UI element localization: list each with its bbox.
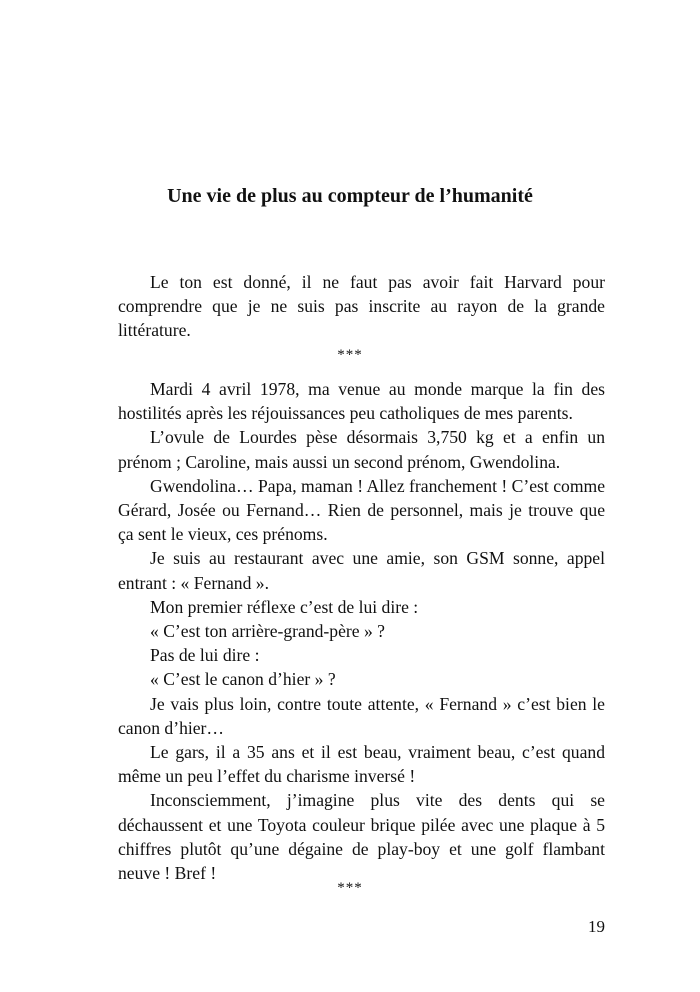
paragraph: Je vais plus loin, contre toute attente, « Fernand » c’est bien le canon d’hier… xyxy=(118,693,605,738)
paragraph: Pas de lui dire : xyxy=(150,645,260,666)
paragraph: « C’est le canon d’hier » ? xyxy=(150,669,336,690)
section-text xyxy=(118,377,605,885)
paragraph: Je suis au restaurant avec une amie, son GSM sonne, appel entrant : « Fernand ». xyxy=(118,548,605,593)
paragraph: Mon premier réflexe c’est de lui dire : xyxy=(150,596,419,617)
chapter-title: Une vie de plus au compteur de l’humanité xyxy=(167,185,533,207)
section-separator: *** xyxy=(337,880,363,896)
intro-text xyxy=(118,270,605,343)
paragraph: « C’est ton arrière-grand-père » ? xyxy=(150,621,385,642)
page-number: 19 xyxy=(588,917,605,936)
paragraph: Gwendolina… Papa, maman ! Allez franchement ! C’est comme Gérard, Josée ou Fernand… Rien de personnel, mais je trouve que ça sent le vieux, ces prénoms. xyxy=(118,475,605,545)
paragraph: Inconsciemment, j’imagine plus vite des dents qui se déchaussent et une Toyota couleur brique pilée avec une plaque à 5 chiffres plutôt qu’une dégaine de play-boy et une golf flambant neuve ! Bref ! xyxy=(118,790,605,884)
paragraph: Le gars, il a 35 ans et il est beau, vraiment beau, c’est quand même un peu l’effet du charisme inversé ! xyxy=(118,742,605,787)
paragraph: L’ovule de Lourdes pèse désormais 3,750 kg et a enfin un prénom ; Caroline, mais aussi un second prénom, Gwendolina. xyxy=(118,427,605,472)
paragraph: Mardi 4 avril 1978, ma venue au monde marque la fin des hostilités après les réjouissances peu catholiques de mes parents. xyxy=(118,379,605,424)
section-separator: *** xyxy=(337,347,363,363)
paragraph: Le ton est donné, il ne faut pas avoir fait Harvard pour comprendre que je ne suis pas inscrite au rayon de la grande littérature. xyxy=(118,272,605,341)
